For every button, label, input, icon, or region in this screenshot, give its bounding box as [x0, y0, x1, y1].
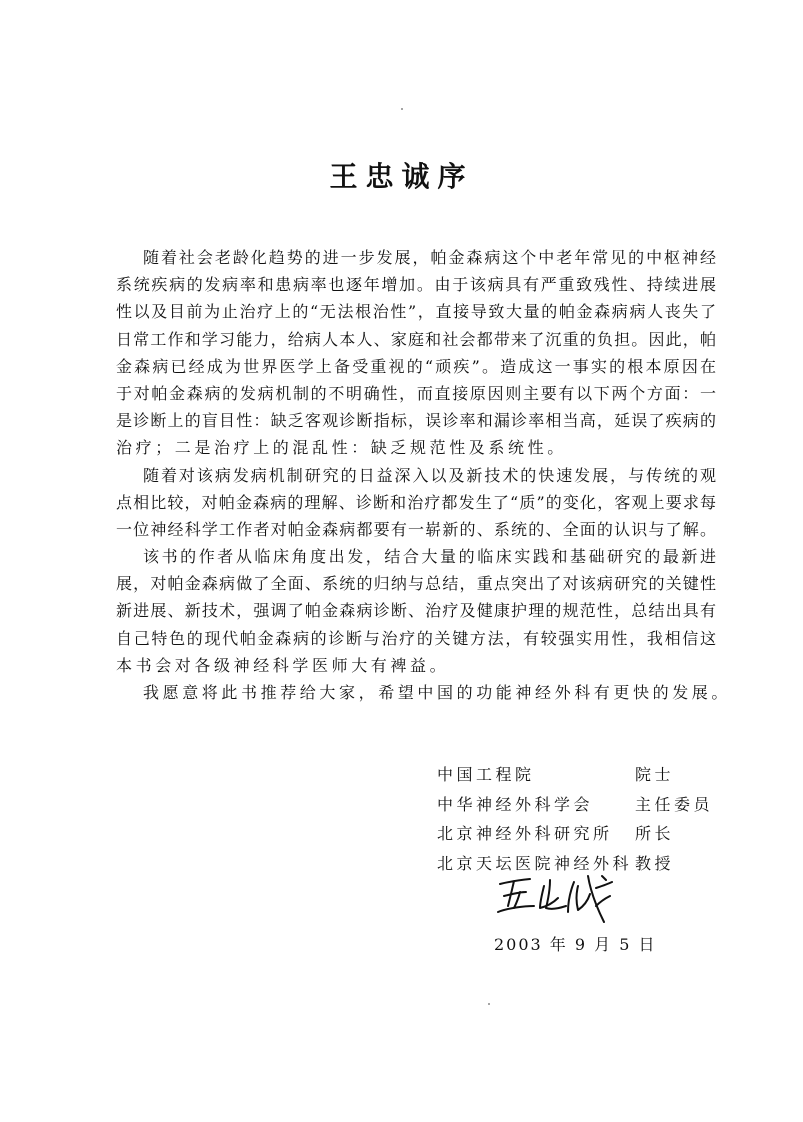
title-row [437, 819, 713, 849]
preface-body [116, 244, 732, 706]
text-line: 该书的作者从临床角度出发，结合大量的临床实践和基础研究的最新进 [143, 547, 716, 567]
text-line: 展，对帕金森病做了全面、系统的归纳与总结，重点突出了对该病研究的关键性 [116, 574, 716, 594]
text-line: 新进展、新技术，强调了帕金森病诊断、治疗及健康护理的规范性，总结出具有 [116, 601, 716, 621]
text-line: 随着对该病发病机制研究的日益深入以及新技术的快速发展，与传统的观 [143, 465, 716, 485]
text-line: 随着社会老龄化趋势的进一步发展，帕金森病这个中老年常见的中枢神经 [143, 248, 716, 267]
role: 主任委员 [635, 794, 714, 814]
paragraph-3 [116, 543, 716, 679]
date: 2003 年 9 月 5 日 [494, 935, 657, 954]
text-line: 性以及目前为止治疗上的“无法根治性”，直接导致大量的帕金森病病人丧失了 [116, 302, 716, 322]
title-row [437, 790, 713, 820]
text-line: 点相比较，对帕金森病的理解、诊断和治疗都发生了“质”的变化，客观上要求每 [116, 492, 716, 512]
text-line: 我愿意将此书推荐给大家，希望中国的功能神经外科有更快的发展。 [143, 683, 732, 702]
organization: 中国工程院 [437, 765, 535, 784]
paragraph-4 [116, 679, 732, 706]
text-line: 系统疾病的发病率和患病率也逐年增加。由于该病具有严重致残性、持续进展 [116, 275, 716, 295]
text-line: 一位神经科学工作者对帕金森病都要有一崭新的、系统的、全面的认识与了解。 [116, 519, 716, 539]
paragraph-2 [116, 462, 716, 544]
organization: 北京天坛医院神经外科 [437, 853, 633, 873]
signature-block [437, 760, 713, 878]
organization: 北京神经外科研究所 [437, 824, 613, 843]
page-title: 王忠诚序 [329, 160, 474, 193]
scan-speck [401, 108, 403, 110]
organization: 中华神经外科学会 [437, 794, 594, 814]
paragraph-1 [116, 244, 716, 462]
title-row [437, 760, 713, 790]
text-line: 自己特色的现代帕金森病的诊断与治疗的关键方法，有较强实用性，我相信这 [116, 628, 716, 648]
role: 所长 [635, 824, 675, 843]
text-line: 于对帕金森病的发病机制的不明确性，而直接原因则主要有以下两个方面：一 [116, 383, 716, 403]
text-line: 金森病已经成为世界医学上备受重视的“顽疾”。造成这一事实的根本原因在 [116, 356, 716, 376]
scan-speck [488, 1003, 490, 1005]
text-line: 本书会对各级神经科学医师大有裨益。 [116, 655, 450, 675]
role: 院士 [635, 765, 675, 784]
text-line: 日常工作和学习能力，给病人本人、家庭和社会都带来了沉重的负担。因此，帕 [116, 329, 716, 349]
handwritten-signature [496, 872, 626, 934]
text-line: 是诊断上的盲目性：缺乏客观诊断指标，误诊率和漏诊率相当高，延误了疾病的 [116, 411, 716, 431]
text-line: 治疗；二是治疗上的混乱性：缺乏规范性及系统性。 [116, 438, 567, 458]
role: 教授 [635, 853, 675, 873]
